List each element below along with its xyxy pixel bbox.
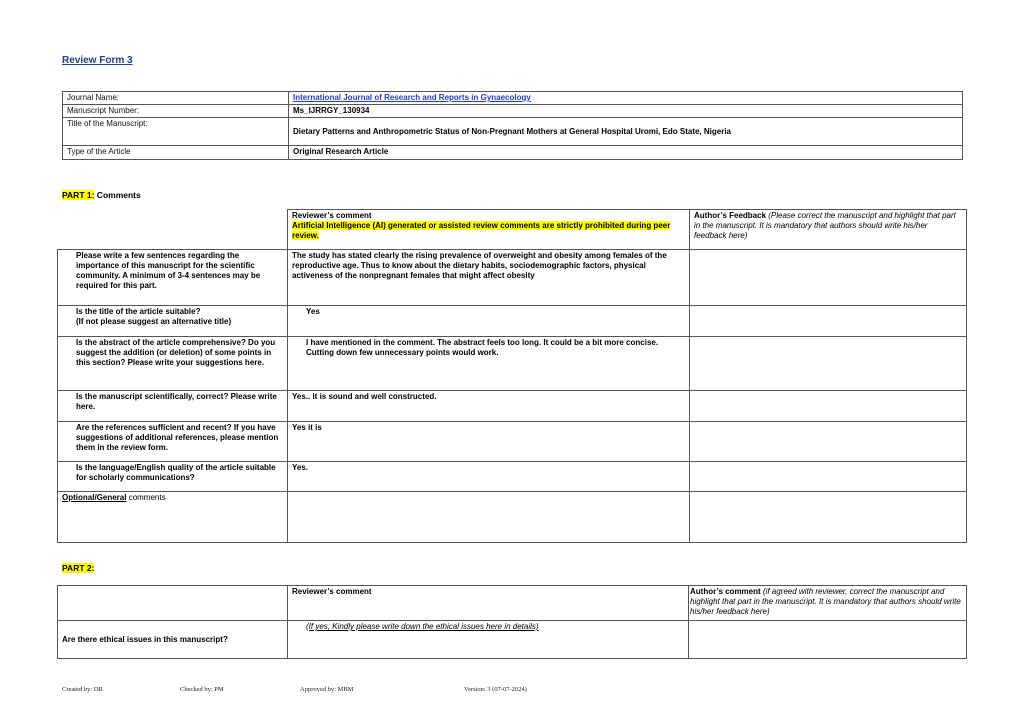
- author-feedback-references[interactable]: [690, 422, 967, 462]
- part1-comments-table: [57, 209, 967, 543]
- article-type-label: Type of the Article: [63, 146, 289, 160]
- answer-ethical-issues[interactable]: [288, 621, 689, 659]
- answer-abstract[interactable]: I have mentioned in the comment. The abstract feels too long. It could be a bit more concise. Cutting down few unnecessary points would work.: [288, 337, 690, 391]
- part2-label: PART 2:: [62, 563, 95, 573]
- author-feedback-title[interactable]: [690, 306, 967, 337]
- author-feedback-scientific[interactable]: [690, 391, 967, 422]
- journal-name-label: Journal Name:: [63, 92, 289, 105]
- author-feedback-language[interactable]: [690, 462, 967, 492]
- part2-reviewer-header: Reviewer’s comment: [288, 586, 689, 621]
- question-scientific: Is the manuscript scientifically, correct? Please write here.: [58, 391, 288, 422]
- manuscript-info-table: [62, 91, 963, 160]
- part2-author-header-cell: [689, 586, 967, 621]
- manuscript-title-value: Dietary Patterns and Anthropometric Status of Non-Pregnant Mothers at General Hospital Uromi, Edo State, Nigeria: [289, 118, 963, 146]
- part2-header-empty: [58, 586, 288, 621]
- footer-checked-by: Checked by: PM: [180, 686, 224, 693]
- author-feedback-instructions: (Please correct the manuscript and highlight that part in the manuscript. It is mandatory that authors should write his/her feedback here): [694, 211, 956, 240]
- part2-author-instructions: (if agreed with reviewer, correct the manuscript and highlight that part in the manuscript. It is mandatory that authors should write his/her feedback here): [690, 587, 961, 616]
- author-feedback-importance[interactable]: [690, 250, 967, 306]
- reviewer-comment-header: Reviewer’s comment: [292, 211, 372, 220]
- author-feedback-header: Author’s Feedback: [694, 211, 767, 220]
- journal-name-link[interactable]: International Journal of Research and Reports in Gynaecology: [293, 93, 531, 102]
- part1-title: Comments: [94, 190, 141, 200]
- part1-label: PART 1:: [62, 190, 95, 200]
- author-feedback-ethical[interactable]: [689, 621, 967, 659]
- article-type-value: Original Research Article: [289, 146, 963, 160]
- footer-created-by: Created by: DR: [62, 686, 103, 693]
- part1-heading: [62, 190, 141, 200]
- question-language: Is the language/English quality of the article suitable for scholarly communications?: [58, 462, 288, 492]
- ethical-issues-hint: (If yes, Kindly please write down the ethical issues here in details): [306, 622, 539, 631]
- question-importance: Please write a few sentences regarding the importance of this manuscript for the scientific community. A minimum of 3-4 sentences may be required for this part.: [58, 250, 288, 306]
- manuscript-number-value: Ms_IJRRGY_130934: [289, 105, 963, 118]
- part2-heading: [62, 563, 94, 573]
- part2-ethics-table: [57, 585, 967, 659]
- author-feedback-abstract[interactable]: [690, 337, 967, 391]
- question-abstract: Is the abstract of the article comprehensive? Do you suggest the addition (or deletion) of some points in this section? Please write your suggestions here.: [58, 337, 288, 391]
- part1-author-header-cell: [690, 210, 967, 250]
- footer-approved-by: Approved by: MBM: [300, 686, 354, 693]
- manuscript-title-label: Title of the Manuscript:: [63, 118, 289, 146]
- footer-version: Version: 3 (07-07-2024): [464, 686, 527, 693]
- answer-title-suitable[interactable]: Yes: [288, 306, 690, 337]
- optional-general-author[interactable]: [690, 492, 967, 543]
- answer-scientific[interactable]: Yes.. it is sound and well constructed.: [288, 391, 690, 422]
- part1-header-empty: [58, 210, 288, 250]
- answer-language[interactable]: Yes.: [288, 462, 690, 492]
- question-title-suitable: Is the title of the article suitable? (If not please suggest an alternative title): [58, 306, 288, 337]
- optional-general-label-cell: [58, 492, 288, 543]
- answer-importance[interactable]: The study has stated clearly the rising prevalence of overweight and obesity among females of the reproductive age. Thus to know about the dietary habits, sociodemographic factors, physical activeness of the nonpregnant females that might affect obesity: [288, 250, 690, 306]
- manuscript-number-label: Manuscript Number:: [63, 105, 289, 118]
- part1-reviewer-header-cell: [288, 210, 690, 250]
- ai-prohibition-notice: Artificial Intelligence (AI) generated or assisted review comments are strictly prohibited during peer review.: [292, 221, 671, 240]
- optional-general-suffix: comments: [126, 493, 166, 502]
- part2-author-comment-header: Author’s comment: [690, 587, 761, 596]
- question-ethical-issues: Are there ethical issues in this manuscript?: [58, 621, 288, 659]
- optional-general-reviewer[interactable]: [288, 492, 690, 543]
- answer-references[interactable]: Yes it is: [288, 422, 690, 462]
- form-title: Review Form 3: [62, 55, 133, 66]
- optional-general-label: Optional/General: [62, 493, 127, 502]
- question-references: Are the references sufficient and recent? If you have suggestions of additional references, please mention them in the review form.: [58, 422, 288, 462]
